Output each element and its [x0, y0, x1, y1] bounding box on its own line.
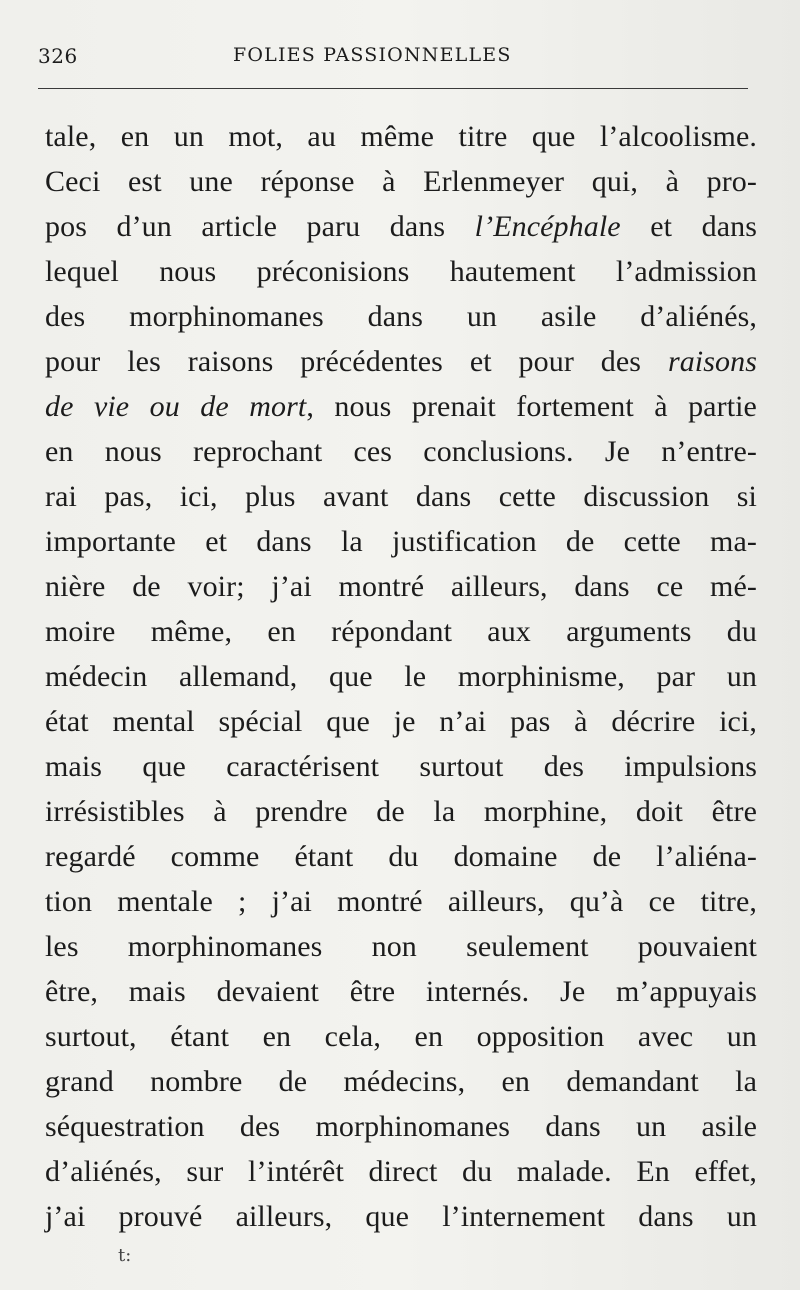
- text-segment: des morphinomanes dans un asile d’aliénés,: [45, 300, 757, 333]
- text-line: [45, 834, 757, 879]
- text-line: [45, 1149, 757, 1194]
- text-line: [45, 1014, 757, 1059]
- page-header: [38, 44, 748, 74]
- text-segment: Ceci est une réponse à Erlenmeyer qui, à pro-: [45, 165, 757, 198]
- text-line: [45, 159, 757, 204]
- text-line: [45, 204, 757, 249]
- text-segment: surtout, étant en cela, en opposition avec un: [45, 1020, 757, 1053]
- text-segment: pos d’un article paru dans: [45, 210, 475, 243]
- text-segment: nière de voir; j’ai montré ailleurs, dans ce mé-: [45, 570, 757, 603]
- italic-text: l’Encéphale: [474, 210, 621, 243]
- text-line: [45, 429, 757, 474]
- footer-mark: t:: [118, 1245, 132, 1266]
- text-segment: j’ai prouvé ailleurs, que l’internement dans un: [45, 1200, 757, 1233]
- text-line: [45, 294, 757, 339]
- text-line: [45, 564, 757, 609]
- text-segment: être, mais devaient être internés. Je m’appuyais: [45, 975, 757, 1008]
- text-line: [45, 744, 757, 789]
- text-segment: séquestration des morphinomanes dans un asile: [45, 1110, 757, 1143]
- text-segment: état mental spécial que je n’ai pas à décrire ici,: [45, 705, 757, 738]
- text-line: [45, 969, 757, 1014]
- text-line: [45, 924, 757, 969]
- header-rule: [38, 88, 748, 89]
- text-segment: irrésistibles à prendre de la morphine, doit être: [45, 795, 757, 828]
- text-segment: moire même, en répondant aux arguments du: [45, 615, 757, 648]
- text-line: [45, 384, 757, 429]
- text-segment: mais que caractérisent surtout des impulsions: [45, 750, 757, 783]
- text-line: [45, 114, 757, 159]
- text-line: [45, 249, 757, 294]
- text-line: [45, 519, 757, 564]
- text-line: [45, 789, 757, 834]
- text-segment: en nous reprochant ces conclusions. Je n’entre-: [45, 435, 757, 468]
- text-segment: rai pas, ici, plus avant dans cette discussion si: [45, 480, 757, 513]
- text-segment: d’aliénés, sur l’intérêt direct du malade. En effet,: [45, 1155, 757, 1188]
- italic-text: raisons: [667, 345, 757, 378]
- text-line: [45, 699, 757, 744]
- text-line: [45, 474, 757, 519]
- text-segment: regardé comme étant du domaine de l’aliéna-: [45, 840, 757, 873]
- text-segment: pour les raisons précédentes et pour des: [45, 345, 668, 378]
- page-number: 326: [38, 44, 78, 68]
- text-line: [45, 879, 757, 924]
- text-segment: les morphinomanes non seulement pouvaient: [45, 930, 757, 963]
- text-line: [45, 1104, 757, 1149]
- text-segment: tale, en un mot, au même titre que l’alcoolisme.: [45, 120, 757, 153]
- text-line: [45, 1059, 757, 1104]
- text-segment: , nous prenait fortement à partie: [306, 390, 757, 423]
- text-segment: tion mentale ; j’ai montré ailleurs, qu’à ce titre,: [45, 885, 757, 918]
- text-line: [45, 339, 757, 384]
- text-segment: et dans: [620, 210, 757, 243]
- running-title: FOLIES PASSIONNELLES: [233, 44, 512, 66]
- italic-text: de vie ou de mort: [45, 390, 307, 423]
- text-segment: importante et dans la justification de cette ma-: [45, 525, 757, 558]
- text-line: [45, 1194, 757, 1239]
- text-segment: médecin allemand, que le morphinisme, par un: [45, 660, 757, 693]
- text-line: [45, 654, 757, 699]
- text-line: [45, 609, 757, 654]
- body-text: [45, 114, 757, 1239]
- text-segment: lequel nous préconisions hautement l’admission: [45, 255, 757, 288]
- text-segment: grand nombre de médecins, en demandant la: [45, 1065, 757, 1098]
